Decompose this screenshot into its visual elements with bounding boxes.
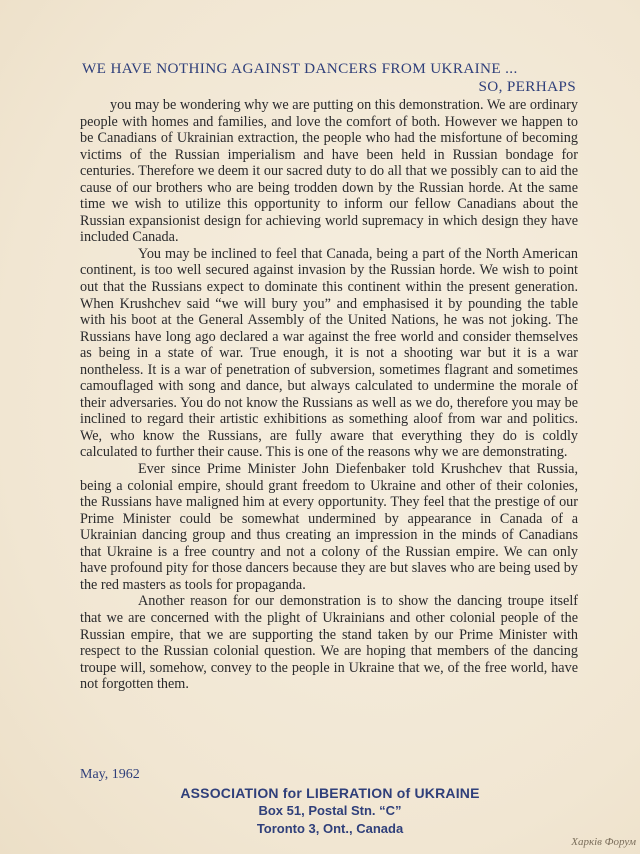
address-line-2: Toronto 3, Ont., Canada (256, 821, 404, 836)
document-heading: WE HAVE NOTHING AGAINST DANCERS FROM UKRAINE ... (82, 60, 518, 77)
paragraph-2: You may be inclined to feel that Canada, being a part of the North American continent, is too well secured against invasion by the Russian horde. We wish to point out that the Russians expect to dominate this continent within the present generation. When Krushchev said “we will bury you” and emphasised it by pounding the table with his boot at the General Assembly of the United Nations, he was not joking. The Russians have long ago declared a war against the free world and consider themselves as being in a state of war. True enough, it is not a shooting war but it is a war nontheless. It is a war of penetration of subversion, sometimes flagrant and sometimes camouflaged with song and dance, but always calculated to undermine the morale of their adversaries. You do not know the Russians as well as we do, therefore you may be inclined to regard their artistic exhibitions as something aloof from war and politics. We, who know the Russians, are fully aware that everything they do is coldly calculated to further their cause. This is one of the reasons why we are demonstrating. (80, 245, 578, 461)
signature-block (130, 784, 530, 838)
paragraph-1: you may be wondering why we are putting on this demonstration. We are ordinary people with homes and families, and love the comfort of both. However we happen to be Canadians of Ukrainian extraction, the people who had the misfortune of becoming victims of the Russian imperialism and have been held in Russian bondage for centuries. Therefore we deem it our sacred duty to do all that we possibly can to aid the cause of our brothers who are being trodden down by the Russian horde. At the same time we wish to utilize this opportunity to inform our fellow Canadians about the Russian expansionist design for achieving world supremacy in which design they have included Canada. (80, 97, 578, 246)
address-line-1: Box 51, Postal Stn. “C” (258, 803, 402, 818)
forum-watermark: Харків Форум (571, 836, 636, 848)
paragraph-3: Ever since Prime Minister John Diefenbaker told Krushchev that Russia, being a colonial empire, should grant freedom to Ukraine and other of their colonies, the Russians have maligned him at every opportunity. They feel that the prestige of our Prime Minister could be somewhat undermined by appearance in Canada of a Ukrainian dancing group and thus creating an impression in the minds of Canadians that Ukraine is a free country and not a colony of the Russian empire. We can only have profound pity for those dancers because they are but slaves who are being used by the red masters as tools for propaganda. (80, 461, 578, 593)
document-subheading: SO, PERHAPS (478, 78, 576, 95)
organization-name: ASSOCIATION for LIBERATION of UKRAINE (180, 785, 480, 801)
document-date: May, 1962 (80, 767, 140, 782)
paragraph-4: Another reason for our demonstration is to show the dancing troupe itself that we are concerned with the plight of Ukrainians and other colonial people of the Russian empire, that we are supporting the stand taken by our Prime Minister with respect to the Russian colonial question. We are hoping that members of the dancing troupe will, somehow, convey to the people in Ukraine that we, of the free world, have not forgotten them. (80, 593, 578, 693)
document-body (80, 97, 578, 693)
